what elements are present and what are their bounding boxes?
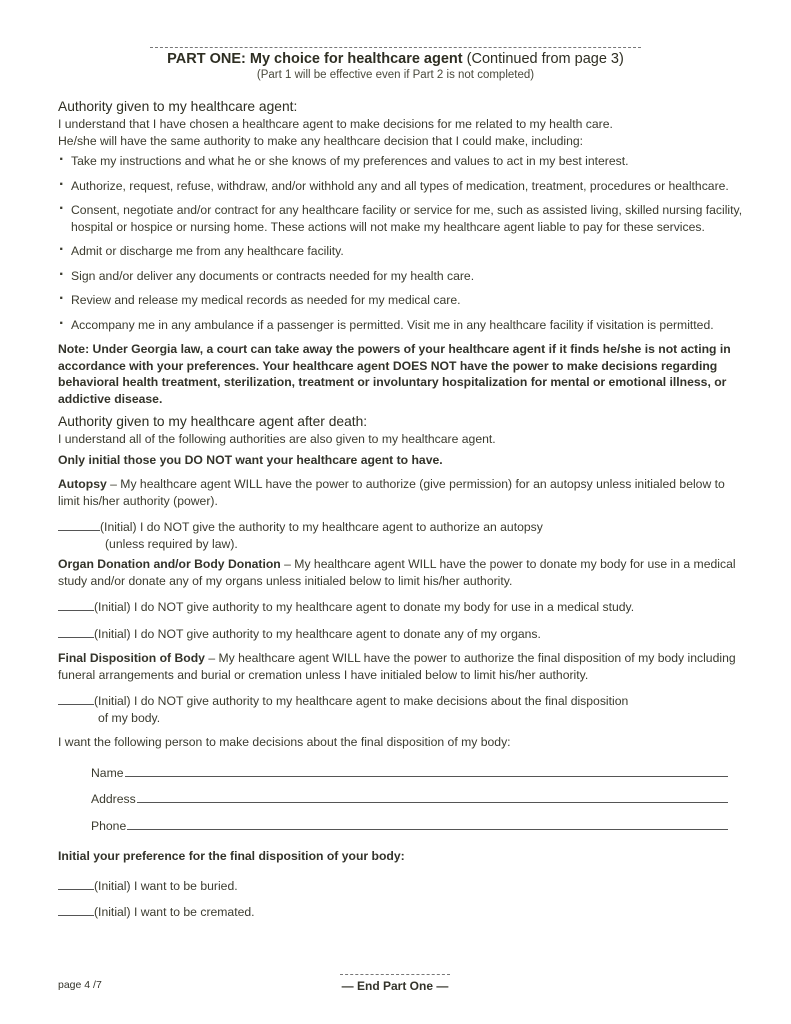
final-text: – My healthcare agent WILL have the power to authorize the final disposition of my body including funeral arrangements and burial or cremation unless I have initialed below to limit his/her authority. xyxy=(58,651,736,682)
organ-label: Organ Donation and/or Body Donation xyxy=(58,557,281,571)
final-paragraph xyxy=(58,650,748,683)
name-field[interactable] xyxy=(125,764,728,777)
list-item: · Sign and/or deliver any documents or contracts needed for my health care. xyxy=(58,268,748,285)
person-intro: I want the following person to make decisions about the final disposition of my body: xyxy=(58,735,511,749)
georgia-law-note: Note: Under Georgia law, a court can take away the powers of your healthcare agent if it finds he/she is not acting in accordance with your preferences. Your healthcare agent DOES NOT have the power to make decisions regarding behavioral health treatment, sterilization, treatment or involuntary hospitalization for mental or emotional illness, or addictive disease. xyxy=(58,342,731,406)
pref-cremated-text: (Initial) I want to be cremated. xyxy=(94,905,255,919)
after-death-heading: Authority given to my healthcare agent after death: xyxy=(58,414,368,429)
organ-option-2-text: (Initial) I do NOT give authority to my healthcare agent to donate any of my organs. xyxy=(94,626,541,641)
preference-heading: Initial your preference for the final disposition of your body: xyxy=(58,849,405,863)
authority-intro-1: I understand that I have chosen a healthcare agent to make decisions for me related to my health care. xyxy=(58,117,613,131)
autopsy-option-cont: (unless required by law). xyxy=(105,536,238,551)
end-part-marker xyxy=(340,974,450,993)
authority-intro-2: He/she will have the same authority to make any healthcare decision that I could make, including: xyxy=(58,133,584,148)
final-option xyxy=(58,693,748,710)
final-initial-field[interactable] xyxy=(58,693,94,705)
after-death-instruction: Only initial those you DO NOT want your healthcare agent to have. xyxy=(58,452,443,467)
authority-heading: Authority given to my healthcare agent: xyxy=(58,99,298,114)
page-subtitle: (Part 1 will be effective even if Part 2 is not completed) xyxy=(256,69,535,81)
name-row xyxy=(91,764,728,782)
cremated-initial-field[interactable] xyxy=(58,904,94,916)
phone-field[interactable] xyxy=(127,817,728,830)
name-label: Name xyxy=(91,765,124,780)
address-label: Address xyxy=(91,792,136,806)
page-title xyxy=(0,51,791,67)
final-option-cont: of my body. xyxy=(98,710,161,725)
list-item: · Take my instructions and what he or she knows of my preferences and values to act in my best interest. xyxy=(58,153,748,170)
header-rule xyxy=(150,47,641,48)
autopsy-option xyxy=(58,519,748,536)
final-option-text: (Initial) I do NOT give authority to my healthcare agent to make decisions about the final disposition xyxy=(94,694,629,708)
organ-paragraph xyxy=(58,556,748,589)
final-label: Final Disposition of Body xyxy=(58,651,205,665)
end-rule xyxy=(340,974,450,975)
buried-initial-field[interactable] xyxy=(58,878,94,890)
list-item: · Admit or discharge me from any healthcare facility. xyxy=(58,243,748,260)
title-bold: PART ONE: My choice for healthcare agent xyxy=(167,51,463,67)
phone-label: Phone xyxy=(91,818,127,833)
organ-option-1-text: (Initial) I do NOT give authority to my healthcare agent to donate my body for use in a medical study. xyxy=(94,600,635,614)
list-item: · Consent, negotiate and/or contract for any healthcare facility or service for me, such as assisted living, skilled nursing facility, hospital or hospice or nursing home. These actions will not make my healthcare agent liable to pay for these services. xyxy=(58,202,748,235)
phone-row xyxy=(91,817,728,835)
pref-buried-text: (Initial) I want to be buried. xyxy=(94,878,238,893)
list-item: · Authorize, request, refuse, withdraw, and/or withhold any and all types of medication, treatment, procedures or healthcare. xyxy=(58,178,748,195)
address-field[interactable] xyxy=(137,790,728,803)
organ-option-1 xyxy=(58,599,748,616)
organ-study-initial-field[interactable] xyxy=(58,599,94,611)
address-row xyxy=(91,790,728,808)
autopsy-paragraph xyxy=(58,476,748,509)
autopsy-option-text: (Initial) I do NOT give the authority to my healthcare agent to authorize an autopsy xyxy=(100,520,543,534)
title-rest: (Continued from page 3) xyxy=(462,51,624,67)
after-death-intro: I understand all of the following authorities are also given to my healthcare agent. xyxy=(58,432,496,446)
page-number: page 4 /7 xyxy=(58,979,102,991)
pref-buried-option xyxy=(58,878,748,895)
organ-donate-initial-field[interactable] xyxy=(58,626,94,638)
end-part-text: — End Part One — xyxy=(341,979,449,993)
authority-list xyxy=(58,153,748,333)
autopsy-text: – My healthcare agent WILL have the power to authorize (give permission) for an autopsy unless initialed below to limit his/her authority (power). xyxy=(58,477,725,508)
autopsy-initial-field[interactable] xyxy=(58,519,100,531)
autopsy-label: Autopsy xyxy=(58,477,107,491)
organ-text: – My healthcare agent WILL have the power to donate my body for use in a medical study and/or donate any of my organs unless initialed below to limit his/her authority. xyxy=(58,557,736,588)
organ-option-2 xyxy=(58,626,748,643)
document-body xyxy=(58,98,748,921)
pref-cremated-option xyxy=(58,904,748,921)
list-item: · Accompany me in any ambulance if a passenger is permitted. Visit me in any healthcare facility if visitation is permitted. xyxy=(58,317,748,334)
list-item: · Review and release my medical records as needed for my medical care. xyxy=(58,292,748,309)
